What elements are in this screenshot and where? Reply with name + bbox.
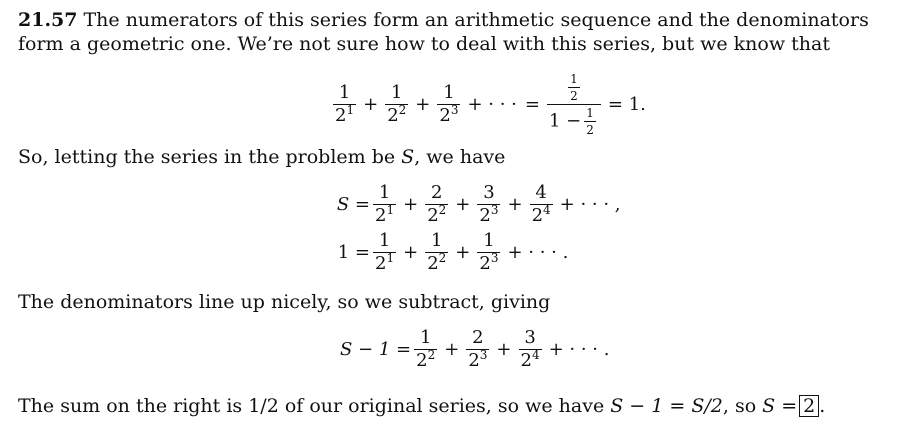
geometric-series-equation: $\frac{1}{2^1}$ + $\frac{1}{2^2}$ + $\frac{1}{2^3}$ + · · · = $\frac{1}{2}$ 1 − $\frac{1}{2}$ = 1. — [335, 72, 646, 137]
fraction: $\frac{2}{2^2}$ — [427, 182, 447, 226]
paragraph-define-s: So, letting the series in the problem be S, we have — [18, 146, 506, 168]
series-s-equation: S = $\frac{1}{2^1}$ + $\frac{2}{2^2}$ + $\frac{3}{2^3}$ + $\frac{4}{2^4}$ + · · · , — [336, 182, 621, 226]
conclusion: The sum on the right is 1/2 of our original series, so we have S − 1 = S/2, so S = 2 . — [18, 395, 826, 417]
answer-box: 2 — [799, 395, 819, 417]
fraction: $\frac{1}{2^3}$ — [479, 230, 499, 274]
problem-intro — [18, 8, 893, 56]
difference-equation: S − 1 = $\frac{1}{2^2}$ + $\frac{2}{2^3}$ + $\frac{3}{2^4}$ + · · · . — [340, 327, 610, 371]
intro-text: The numerators of this series form an arithmetic sequence and the denominators form a geometric one. We’re not sure how to deal with this series, but we know that — [18, 9, 869, 55]
fraction: $\frac{2}{2^3}$ — [468, 327, 488, 371]
fraction: $\frac{1}{2^2}$ — [416, 327, 436, 371]
fraction: $\frac{1}{2^1}$ — [375, 230, 395, 274]
fraction: $\frac{4}{2^4}$ — [531, 182, 551, 226]
fraction: $\frac{3}{2^4}$ — [520, 327, 540, 371]
compound-fraction: $\frac{1}{2}$ 1 − $\frac{1}{2}$ — [547, 72, 601, 137]
series-one-equation: 1 = $\frac{1}{2^1}$ + $\frac{1}{2^2}$ + $\frac{1}{2^3}$ + · · · . — [337, 230, 569, 274]
fraction: $\frac{3}{2^3}$ — [479, 182, 499, 226]
fraction: $\frac{1}{2^3}$ — [439, 82, 459, 126]
fraction: $\frac{1}{2^1}$ — [335, 82, 355, 126]
paragraph-subtract: The denominators line up nicely, so we subtract, giving — [18, 291, 551, 313]
fraction: $\frac{1}{2^2}$ — [427, 230, 447, 274]
fraction: $\frac{1}{2^2}$ — [387, 82, 407, 126]
fraction: $\frac{1}{2^1}$ — [375, 182, 395, 226]
problem-number: 21.57 — [18, 9, 78, 31]
